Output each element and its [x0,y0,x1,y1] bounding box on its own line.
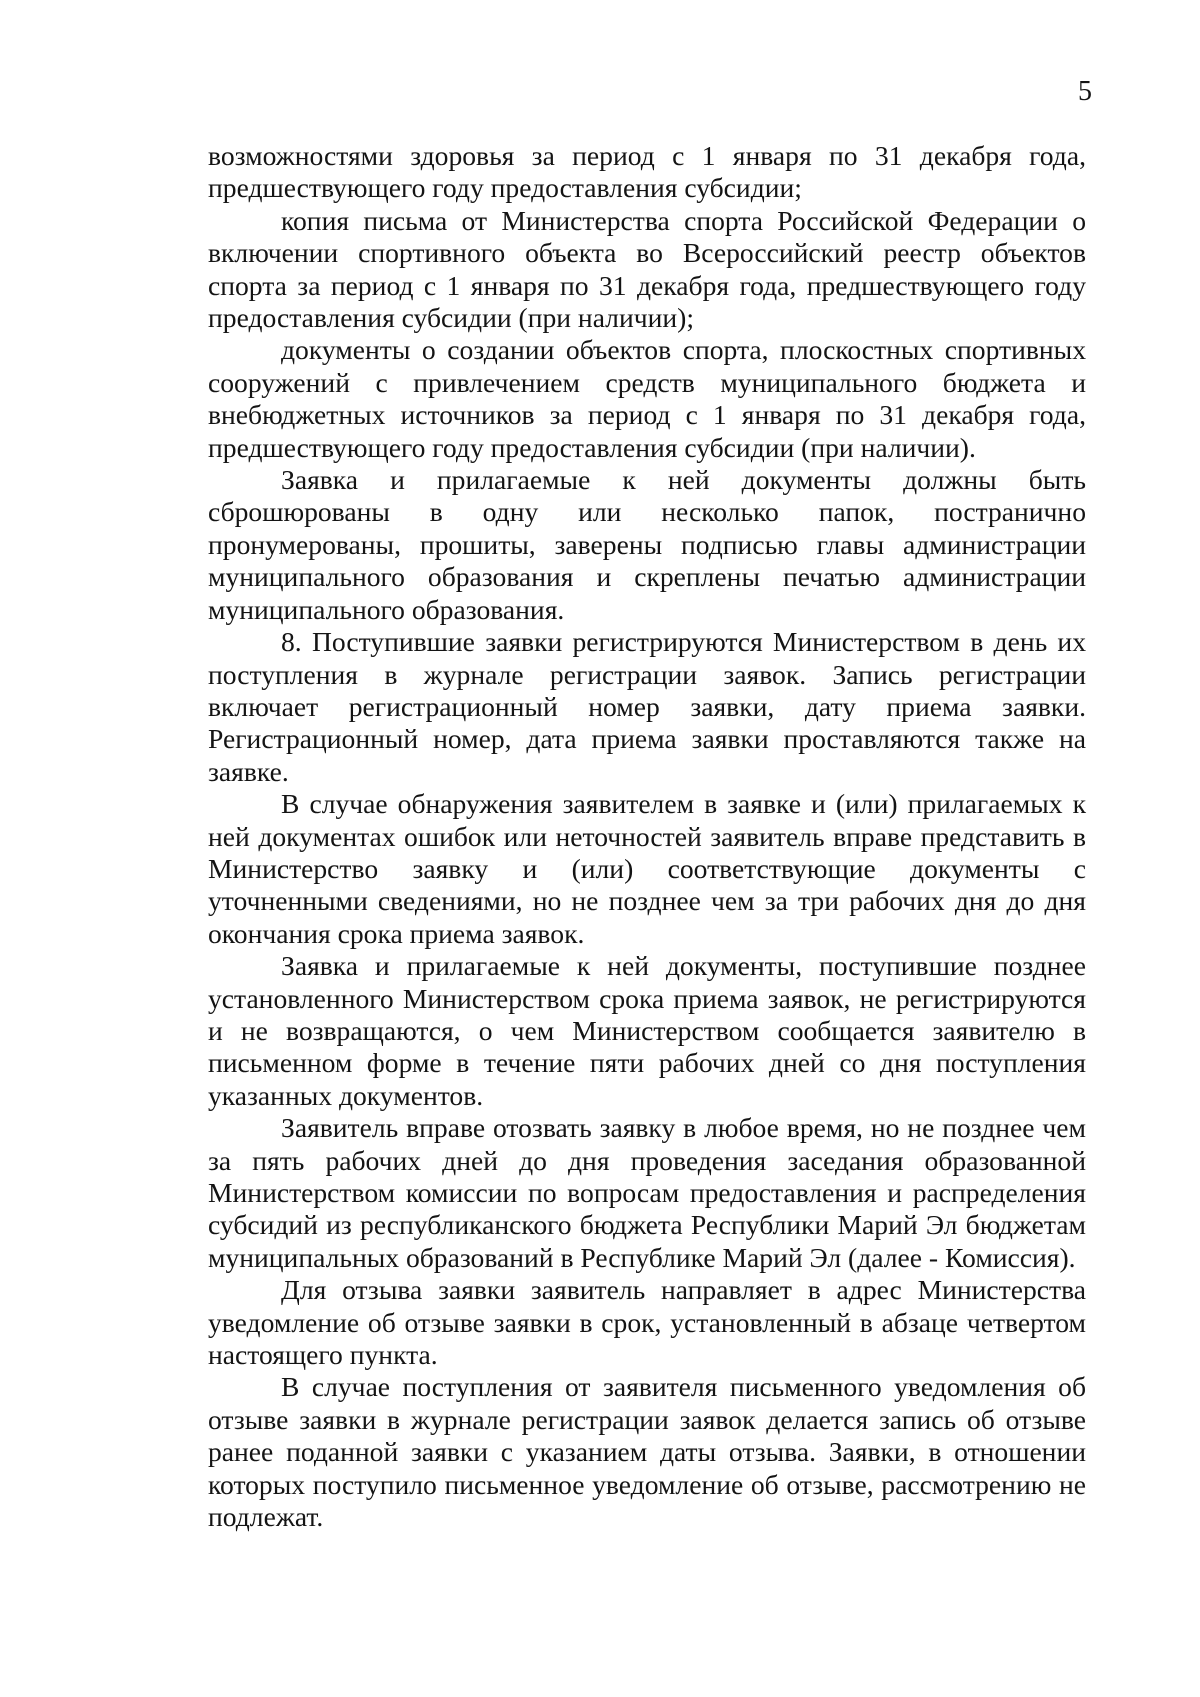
paragraph-late-applications: Заявка и прилагаемые к ней документы, поступившие позднее установленного Министерством срока приема заявок, не регистрируются и не возвращаются, о чем Министерством сообщается заявителю в письменном форме в течение пяти рабочих дней со дня поступления указанных документов. [208,950,1086,1111]
paragraph-sport-registry-letter: копия письма от Министерства спорта Российской Федерации о включении спортивного объекта во Всероссийский реестр объектов спорта за период с 1 января по 31 декабря года, предшествующего году предоставления субсидии (при наличии); [208,204,1086,334]
paragraph-error-correction: В случае обнаружения заявителем в заявке и (или) прилагаемых к ней документах ошибок или неточностей заявитель вправе представить в Министерство заявку и (или) соответствующие документы с уточненными сведениями, но не позднее чем за три рабочих дня до дня окончания срока приема заявок. [208,788,1086,949]
paragraph-application-binding: Заявка и прилагаемые к ней документы должны быть сброшюрованы в одну или несколько папок, постранично пронумерованы, прошиты, заверены подписью главы администрации муниципального образования и скреплены печатью администрации муниципального образования. [208,464,1086,625]
page-number: 5 [1078,76,1092,107]
paragraph-item-8-registration: 8. Поступившие заявки регистрируются Министерством в день их поступления в журнале регистрации заявок. Запись регистрации включает регистрационный номер заявки, дату приема заявки. Регистрационный номер, дата приема заявки проставляются также на заявке. [208,626,1086,787]
paragraph-sport-facilities-documents: документы о создании объектов спорта, плоскостных спортивных сооружений с привлечением средств муниципального бюджета и внебюджетных источников за период с 1 января по 31 декабря года, предшествующего году предоставления субсидии (при наличии). [208,334,1086,463]
paragraph-continuation: возможностями здоровья за период с 1 января по 31 декабря года, предшествующего году предоставления субсидии; [208,140,1086,204]
paragraph-application-withdrawal: Заявитель вправе отозвать заявку в любое время, но не позднее чем за пять рабочих дней до дня проведения заседания образованной Министерством комиссии по вопросам предоставления и распределения субсидий из республиканского бюджета Республики Марий Эл бюджетам муниципальных образований в Республике Марий Эл (далее - Комиссия). [208,1112,1086,1273]
document-body [208,140,1086,1533]
paragraph-withdrawal-record: В случае поступления от заявителя письменного уведомления об отзыве заявки в журнале регистрации заявок делается запись об отзыве ранее поданной заявки с указанием даты отзыва. Заявки, в отношении которых поступило письменное уведомление об отзыве, рассмотрению не подлежат. [208,1371,1086,1533]
paragraph-withdrawal-notice: Для отзыва заявки заявитель направляет в адрес Министерства уведомление об отзыве заявки в срок, установленный в абзаце четвертом настоящего пункта. [208,1274,1086,1371]
